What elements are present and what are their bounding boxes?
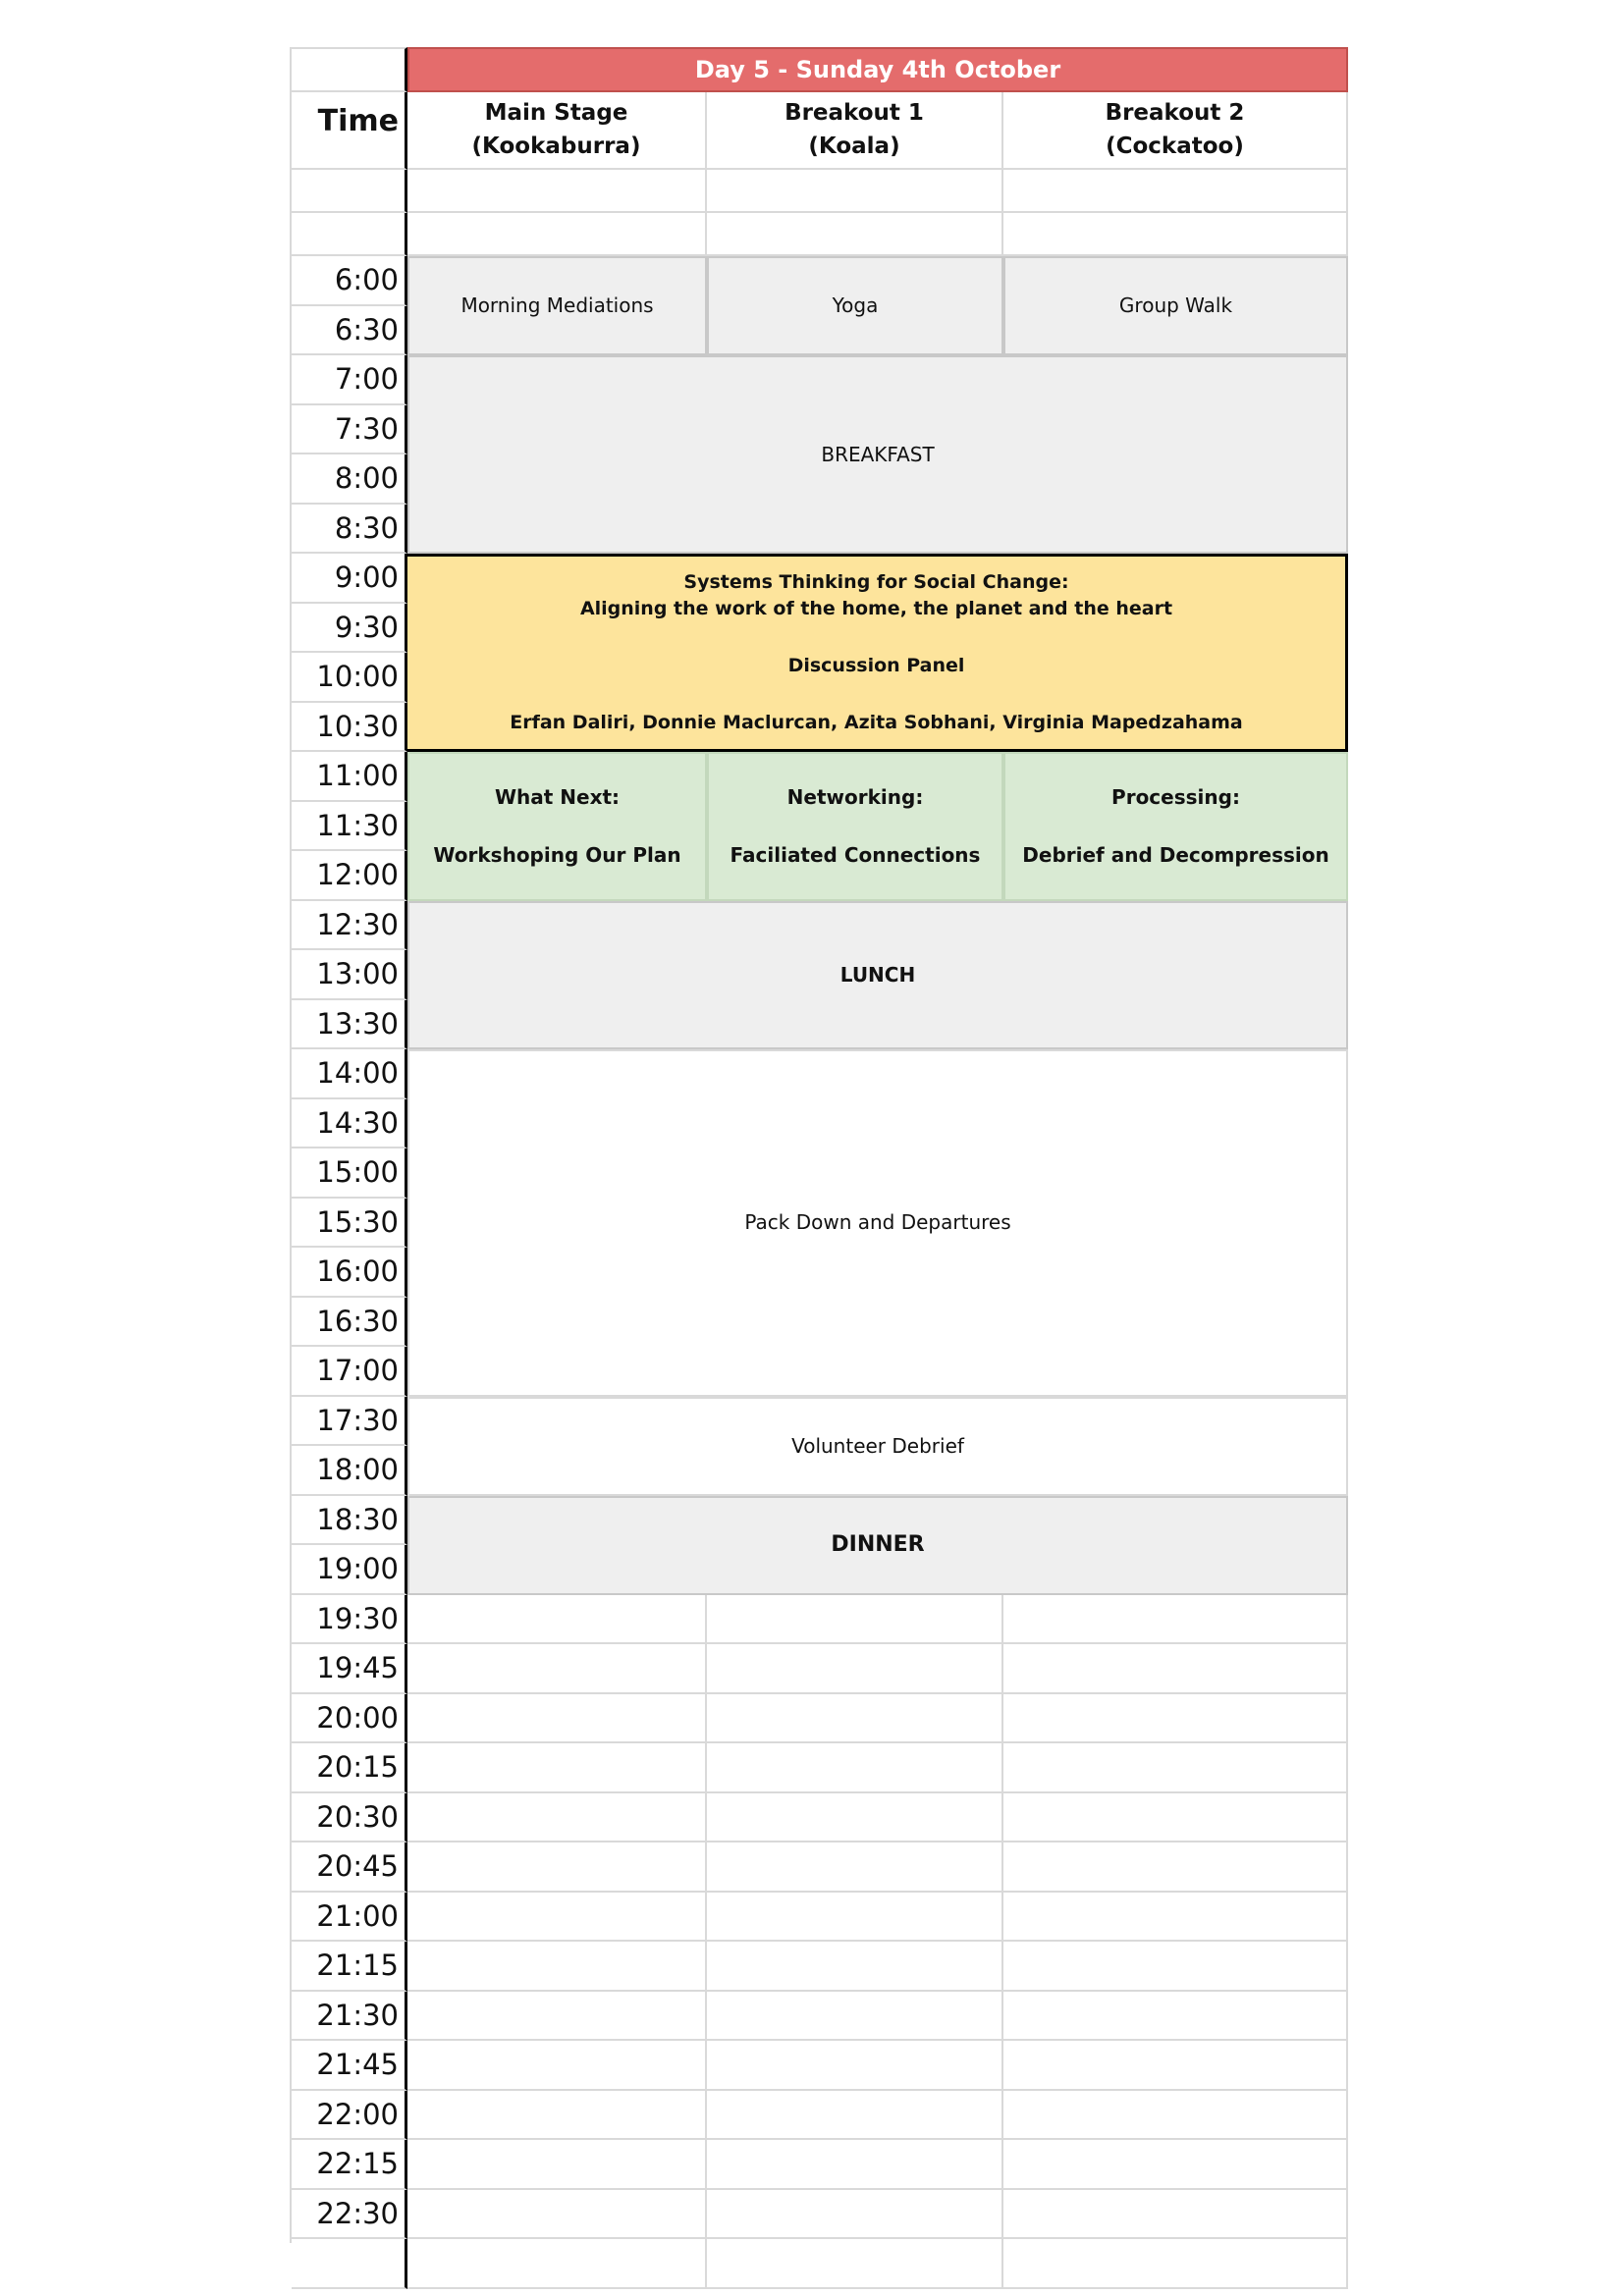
time-header: Time — [292, 92, 407, 170]
empty-cell — [1003, 2239, 1348, 2289]
time-cell: 20:45 — [292, 1842, 407, 1893]
time-cell: 22:30 — [292, 2190, 407, 2240]
time-cell: 20:15 — [292, 1743, 407, 1793]
time-cell: 8:00 — [292, 454, 407, 505]
empty-cell — [707, 2140, 1003, 2190]
session-pack-down: Pack Down and Departures — [407, 1049, 1348, 1397]
time-cell: 21:00 — [292, 1893, 407, 1943]
venue-breakout-1 — [707, 92, 1003, 170]
empty-cell — [707, 1992, 1003, 2042]
session-breakfast: BREAKFAST — [407, 355, 1348, 554]
empty-cell — [707, 1842, 1003, 1893]
venue-sub: (Kookaburra) — [471, 133, 641, 159]
time-cell: 10:00 — [292, 653, 407, 703]
session-morning-mediations: Morning Mediations — [407, 256, 707, 355]
time-cell: 20:30 — [292, 1793, 407, 1843]
empty-cell — [407, 1992, 707, 2042]
time-cell: 16:30 — [292, 1298, 407, 1348]
session-dinner: DINNER — [407, 1496, 1348, 1595]
panel-subtitle: Aligning the work of the home, the planet and the heart — [579, 598, 1173, 620]
empty-cell — [1003, 2190, 1348, 2240]
time-cell: 6:30 — [292, 306, 407, 356]
session-title: What Next: — [494, 784, 621, 809]
empty-cell — [407, 1595, 707, 1645]
time-cell: 20:00 — [292, 1694, 407, 1744]
empty-cell — [407, 1893, 707, 1943]
venue-breakout-2 — [1003, 92, 1348, 170]
empty-cell — [707, 1694, 1003, 1744]
empty-cell — [1003, 2041, 1348, 2091]
empty-cell — [1003, 1893, 1348, 1943]
time-cell: 13:00 — [292, 950, 407, 1000]
empty-cell — [407, 1793, 707, 1843]
empty-cell — [707, 1793, 1003, 1843]
empty-cell — [1003, 170, 1348, 213]
empty-cell — [407, 2041, 707, 2091]
time-cell: 21:30 — [292, 1992, 407, 2042]
empty-cell — [407, 1644, 707, 1694]
time-cell — [292, 170, 407, 213]
session-sub: Faciliated Connections — [730, 842, 981, 867]
time-cell: 17:00 — [292, 1347, 407, 1397]
empty-cell — [407, 2190, 707, 2240]
time-cell — [292, 213, 407, 256]
time-cell: 18:00 — [292, 1446, 407, 1496]
session-yoga: Yoga — [707, 256, 1003, 355]
time-cell: 11:00 — [292, 752, 407, 802]
time-cell: 14:30 — [292, 1099, 407, 1149]
empty-cell — [1003, 1793, 1348, 1843]
empty-cell — [407, 2140, 707, 2190]
time-cell: 11:30 — [292, 802, 407, 852]
empty-cell — [707, 1743, 1003, 1793]
empty-cell — [407, 170, 707, 213]
session-discussion-panel — [407, 554, 1348, 752]
panel-format: Discussion Panel — [787, 655, 965, 676]
day-title: Day 5 - Sunday 4th October — [407, 47, 1348, 92]
venue-sub: (Cockatoo) — [1106, 133, 1244, 159]
session-sub: Debrief and Decompression — [1022, 842, 1329, 867]
venue-sub: (Koala) — [808, 133, 900, 159]
empty-cell — [407, 1942, 707, 1992]
empty-cell — [707, 213, 1003, 256]
empty-cell — [407, 2091, 707, 2141]
time-cell: 21:45 — [292, 2041, 407, 2091]
empty-cell — [707, 2190, 1003, 2240]
time-cell: 19:45 — [292, 1644, 407, 1694]
corner-cell — [292, 47, 407, 92]
session-title: Processing: — [1111, 784, 1240, 809]
panel-title: Systems Thinking for Social Change: — [683, 570, 1069, 593]
empty-cell — [407, 2239, 707, 2289]
time-cell: 14:00 — [292, 1049, 407, 1099]
time-cell: 19:00 — [292, 1545, 407, 1595]
panel-speakers: Erfan Daliri, Donnie Maclurcan, Azita Sobhani, Virginia Mapedzahama — [510, 711, 1243, 733]
session-processing — [1003, 752, 1348, 901]
empty-cell — [707, 1644, 1003, 1694]
session-group-walk: Group Walk — [1003, 256, 1348, 355]
time-cell: 15:30 — [292, 1199, 407, 1249]
time-cell: 12:00 — [292, 851, 407, 901]
empty-cell — [407, 213, 707, 256]
empty-cell — [707, 1595, 1003, 1645]
session-volunteer-debrief: Volunteer Debrief — [407, 1397, 1348, 1496]
session-sub: Workshoping Our Plan — [433, 842, 681, 867]
empty-cell — [1003, 1842, 1348, 1893]
time-cell: 13:30 — [292, 1000, 407, 1050]
empty-cell — [1003, 1595, 1348, 1645]
schedule-table — [290, 47, 1350, 2243]
empty-cell — [707, 2041, 1003, 2091]
time-cell: 9:00 — [292, 554, 407, 604]
time-cell: 22:00 — [292, 2091, 407, 2141]
time-cell: 12:30 — [292, 901, 407, 951]
empty-cell — [707, 170, 1003, 213]
session-networking — [707, 752, 1003, 901]
empty-cell — [707, 2239, 1003, 2289]
empty-cell — [707, 1942, 1003, 1992]
time-cell: 18:30 — [292, 1496, 407, 1546]
empty-cell — [1003, 1992, 1348, 2042]
venue-name: Main Stage — [484, 100, 628, 127]
time-cell: 17:30 — [292, 1397, 407, 1447]
time-cell: 7:00 — [292, 355, 407, 405]
empty-cell — [707, 1893, 1003, 1943]
empty-cell — [407, 1842, 707, 1893]
time-cell: 15:00 — [292, 1148, 407, 1199]
empty-cell — [1003, 1942, 1348, 1992]
time-cell: 16:00 — [292, 1248, 407, 1298]
time-cell: 6:00 — [292, 256, 407, 306]
session-title: Networking: — [786, 784, 924, 809]
empty-cell — [707, 2091, 1003, 2141]
time-cell: 9:30 — [292, 604, 407, 654]
time-cell: 22:15 — [292, 2140, 407, 2190]
venue-main-stage — [407, 92, 707, 170]
time-cell: 19:30 — [292, 1595, 407, 1645]
empty-cell — [1003, 2140, 1348, 2190]
empty-cell — [407, 1743, 707, 1793]
session-what-next — [407, 752, 707, 901]
empty-cell — [1003, 2091, 1348, 2141]
time-cell: 8:30 — [292, 505, 407, 555]
venue-name: Breakout 1 — [784, 100, 924, 127]
venue-name: Breakout 2 — [1105, 100, 1245, 127]
empty-cell — [1003, 1644, 1348, 1694]
empty-cell — [1003, 213, 1348, 256]
time-cell: 21:15 — [292, 1942, 407, 1992]
time-cell: 7:30 — [292, 405, 407, 455]
empty-cell — [1003, 1743, 1348, 1793]
empty-cell — [407, 1694, 707, 1744]
session-lunch: LUNCH — [407, 901, 1348, 1050]
time-cell — [292, 2239, 407, 2289]
empty-cell — [1003, 1694, 1348, 1744]
time-cell: 10:30 — [292, 703, 407, 753]
